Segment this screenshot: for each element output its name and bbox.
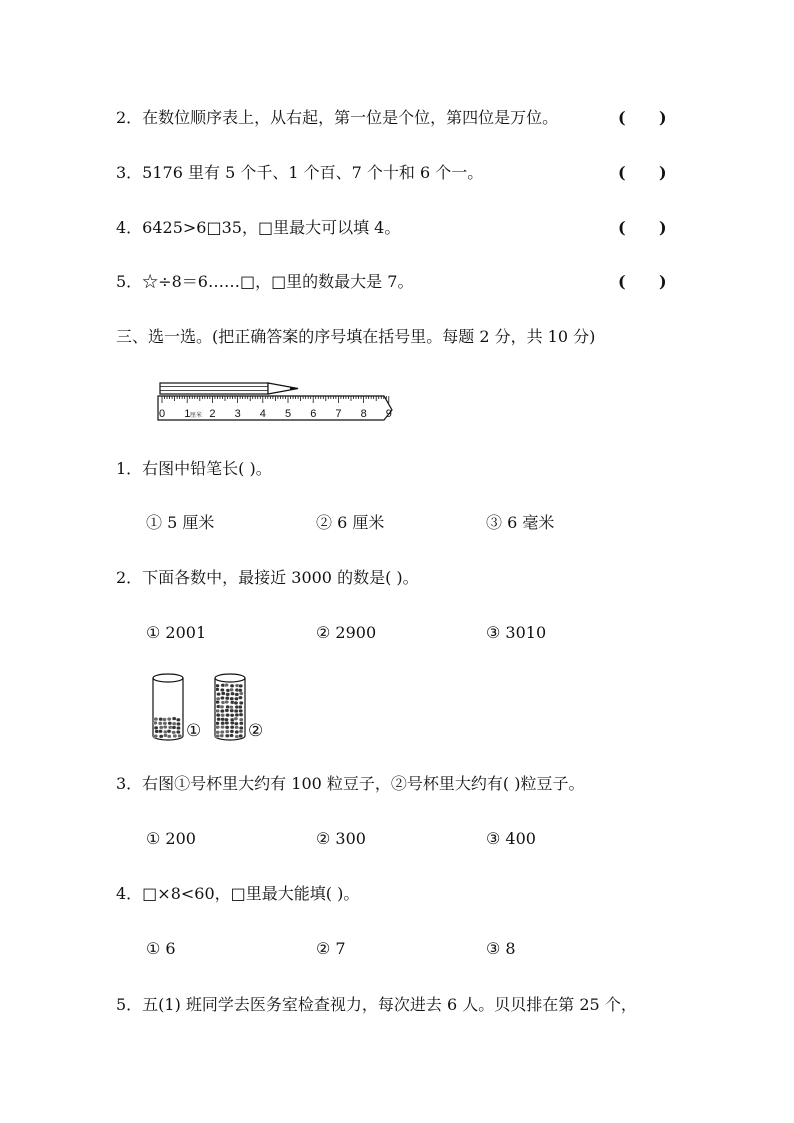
question-5: 5．五(1) 班同学去医务室检查视力，每次进去 6 人。贝贝排在第 25 个， <box>116 995 637 1014</box>
bean <box>167 729 171 733</box>
cup-1-label: ① <box>186 721 202 741</box>
bean-cups-figure <box>150 670 280 746</box>
bean <box>154 717 158 721</box>
bean <box>238 696 242 700</box>
bean <box>167 717 171 721</box>
section-title: 三、选一选。(把正确答案的序号填在括号里。每题 2 分，共 10 分) <box>116 327 596 346</box>
bean <box>220 696 224 700</box>
bean <box>238 705 242 709</box>
bean <box>176 726 180 730</box>
q3-option-1[interactable]: ① 200 <box>146 829 196 848</box>
bean <box>238 689 242 693</box>
bean <box>220 709 224 713</box>
question-3: 3．右图①号杯里大约有 100 粒豆子，②号杯里大约有( )粒豆子。 <box>116 774 585 793</box>
bean <box>216 713 220 717</box>
question-2: 2．下面各数中，最接近 3000 的数是( )。 <box>116 568 419 587</box>
ruler-tick-label: 7 <box>335 408 342 420</box>
q4-option-1[interactable]: ① 6 <box>146 939 176 958</box>
bean <box>239 721 243 725</box>
bean <box>225 734 229 738</box>
bean <box>217 717 221 721</box>
bean <box>225 730 229 734</box>
bean <box>158 730 162 734</box>
bean <box>162 718 166 722</box>
bean <box>172 731 176 735</box>
bean <box>178 734 182 738</box>
q2-option-2[interactable]: ② 2900 <box>316 623 377 642</box>
cup-2-label: ② <box>248 721 264 741</box>
bean <box>239 726 243 730</box>
bean <box>176 722 180 726</box>
question-1: 1．右图中铅笔长( )。 <box>116 459 272 478</box>
bean <box>221 713 225 717</box>
answer-paren-2[interactable]: ( ) <box>618 108 667 127</box>
bean <box>235 693 239 697</box>
bean <box>220 730 224 734</box>
q1-option-3[interactable]: ③ 6 毫米 <box>486 513 555 532</box>
bean <box>173 734 177 738</box>
ruler-tick-label: 9 <box>385 408 392 420</box>
bean <box>230 692 234 696</box>
bean <box>215 700 219 704</box>
bean <box>229 734 233 738</box>
bean <box>239 734 243 738</box>
q2-option-1[interactable]: ① 2001 <box>146 623 207 642</box>
bean <box>229 688 233 692</box>
bean <box>158 722 162 726</box>
bean <box>220 688 224 692</box>
bean <box>172 722 176 726</box>
bean <box>163 722 167 726</box>
judge-item-2: 2．在数位顺序表上，从右起，第一位是个位，第四位是万位。 <box>116 108 559 127</box>
bean <box>216 697 220 701</box>
bean <box>220 725 224 729</box>
bean <box>225 721 229 725</box>
ruler-tick-label: 8 <box>360 408 367 420</box>
bean <box>167 735 171 739</box>
bean <box>220 705 224 709</box>
bean <box>230 709 234 713</box>
cup-1-icon <box>153 674 183 740</box>
bean <box>234 697 238 701</box>
question-4: 4．□×8<60，□里最大能填( )。 <box>116 884 360 903</box>
bean <box>239 684 243 688</box>
bean <box>234 701 238 705</box>
ruler-tick-label: 1 <box>184 408 191 420</box>
ruler-tick-label: 4 <box>259 408 266 420</box>
bean <box>225 700 229 704</box>
bean <box>176 718 180 722</box>
bean <box>230 697 234 701</box>
pencil-ruler-figure <box>156 378 396 424</box>
bean <box>176 730 180 734</box>
bean <box>239 709 243 713</box>
bean <box>224 718 228 722</box>
cup-2-icon <box>215 674 245 740</box>
q3-option-2[interactable]: ② 300 <box>316 829 366 848</box>
bean <box>225 709 229 713</box>
bean <box>221 692 225 696</box>
bean <box>215 684 219 688</box>
bean <box>168 721 172 725</box>
bean <box>226 693 230 697</box>
bean <box>234 722 238 726</box>
bean <box>221 721 225 725</box>
bean <box>235 730 239 734</box>
pencil-icon <box>160 383 298 394</box>
answer-paren-5[interactable]: ( ) <box>618 272 667 291</box>
bean <box>216 725 220 729</box>
bean <box>216 734 220 738</box>
q4-option-3[interactable]: ③ 8 <box>486 939 516 958</box>
bean <box>216 730 220 734</box>
bean <box>225 726 229 730</box>
bean <box>153 721 157 725</box>
q1-option-1[interactable]: ① 5 厘米 <box>146 513 215 532</box>
bean <box>225 696 229 700</box>
bean <box>234 717 238 721</box>
answer-paren-4[interactable]: ( ) <box>618 218 667 237</box>
bean <box>172 726 176 730</box>
bean <box>215 709 219 713</box>
bean <box>215 721 219 725</box>
bean <box>235 725 239 729</box>
bean <box>234 709 238 713</box>
bean <box>229 705 233 709</box>
bean <box>239 718 243 722</box>
q3-option-3[interactable]: ③ 400 <box>486 829 536 848</box>
bean <box>154 734 158 738</box>
bean <box>216 692 220 696</box>
bean <box>235 735 239 739</box>
ruler-tick-label: 3 <box>234 408 241 420</box>
q2-option-3[interactable]: ③ 3010 <box>486 623 547 642</box>
bean <box>239 730 243 734</box>
bean <box>239 713 243 717</box>
bean <box>224 683 228 687</box>
bean <box>154 726 158 730</box>
ruler-tick-label: 6 <box>310 408 317 420</box>
judge-item-4: 4．6425>6□35，□里最大可以填 4。 <box>116 218 401 237</box>
q4-option-2[interactable]: ② 7 <box>316 939 346 958</box>
ruler-tick-label: 5 <box>285 408 292 420</box>
bean <box>215 688 219 692</box>
bean <box>163 725 167 729</box>
bean <box>230 713 234 717</box>
bean <box>163 734 167 738</box>
answer-paren-3[interactable]: ( ) <box>618 163 667 182</box>
bean <box>220 734 224 738</box>
bean <box>230 725 234 729</box>
bean <box>225 713 229 717</box>
judge-item-5: 5．☆÷8＝6……□，□里的数最大是 7。 <box>116 272 414 291</box>
bean <box>221 717 225 721</box>
ruler-unit: 厘米 <box>190 413 203 419</box>
bean <box>239 701 243 705</box>
judge-item-3: 3．5176 里有 5 个千、1 个百、7 个十和 6 个一。 <box>116 163 484 182</box>
bean <box>159 735 163 739</box>
bean <box>172 717 176 721</box>
bean <box>159 726 163 730</box>
q1-option-2[interactable]: ② 6 厘米 <box>316 513 385 532</box>
ruler-tick-label: 0 <box>159 408 166 420</box>
bean <box>230 684 234 688</box>
bean <box>230 730 234 734</box>
bean <box>235 713 239 717</box>
ruler-tick-label: 2 <box>209 408 216 420</box>
